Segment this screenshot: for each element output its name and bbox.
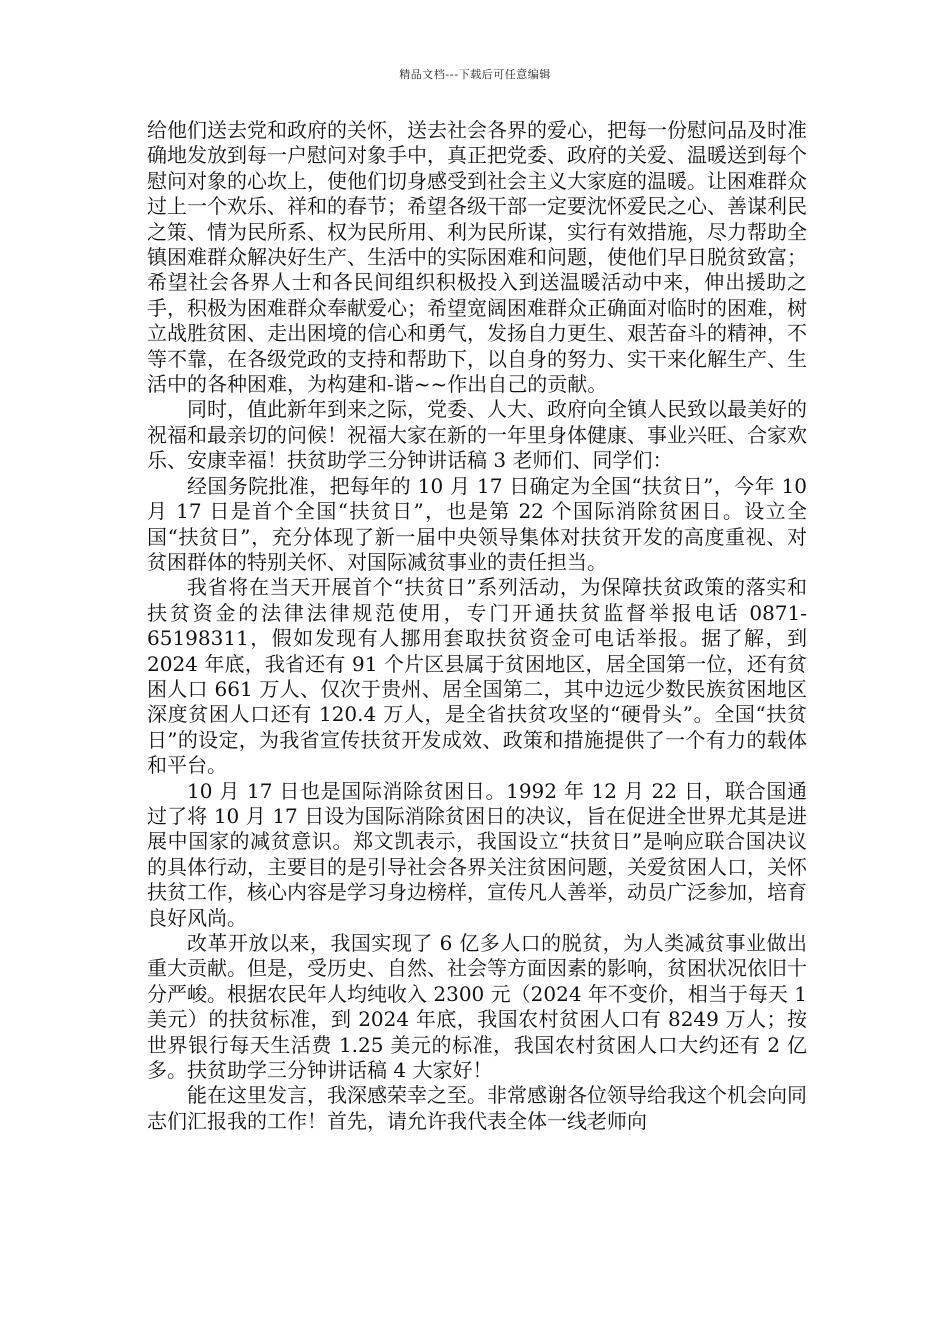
paragraph: 能在这里发言，我深感荣幸之至。非常感谢各位领导给我这个机会向同志们汇报我的工作！首先，请允许我代表全体一线老师向 <box>147 1083 807 1133</box>
paragraph: 10 月 17 日也是国际消除贫困日。1992 年 12 月 22 日，联合国通过了将 10 月 17 日设为国际消除贫困日的决议，旨在促进全世界尤其是进展中国家的减贫意识。郑文凯表示，我国设立“扶贫日”是响应联合国决议的具体行动，主要目的是引导社会各界关注贫困问题，关爱贫困人口，关怀扶贫工作，核心内容是学习身边榜样，宣传凡人善举，动员广泛参加，培育良好风尚。 <box>147 778 807 930</box>
paragraph: 给他们送去党和政府的关怀，送去社会各界的爱心，把每一份慰问品及时准确地发放到每一户慰问对象手中，真正把党委、政府的关爱、温暖送到每个慰问对象的心坎上，使他们切身感受到社会主义大家庭的温暖。让困难群众过上一个欢乐、祥和的春节；希望各级干部一定要沈怀爱民之心、善谋利民之策、情为民所系、权为民所用、利为民所谋，实行有效措施，尽力帮助全镇困难群众解决好生产、生活中的实际困难和问题，使他们早日脱贫致富；希望社会各界人士和各民间组织积极投入到送温暖活动中来，伸出援助之手，积极为困难群众奉献爱心；希望宽阔困难群众正确面对临时的困难，树立战胜贫困、走出困境的信心和勇气，发扬自力更生、艰苦奋斗的精神，不等不靠，在各级党政的支持和帮助下，以自身的努力、实干来化解生产、生活中的各种困难，为构建和-谐~~作出自己的贡献。 <box>147 118 807 397</box>
paragraph: 我省将在当天开展首个“扶贫日”系列活动，为保障扶贫政策的落实和扶贫资金的法律法律规范使用，专门开通扶贫监督举报电话 0871-65198311，假如发现有人挪用套取扶贫资金可电话举报。据了解，到 2024 年底，我省还有 91 个片区县属于贫困地区，居全国第一位，还有贫困人口 661 万人、仅次于贵州、居全国第二，其中边远少数民族贫困地区深度贫困人口还有 120.4 万人，是全省扶贫攻坚的“硬骨头”。全国“扶贫日”的设定，为我省宣传扶贫开发成效、政策和措施提供了一个有力的载体和平台。 <box>147 575 807 778</box>
paragraph: 经国务院批准，把每年的 10 月 17 日确定为全国“扶贫日”，今年 10 月 17 日是首个全国“扶贫日”，也是第 22 个国际消除贫困日。设立全国“扶贫日”，充分体现了新一届中央领导集体对扶贫开发的高度重视、对贫困群体的特别关怀、对国际减贫事业的责任担当。 <box>147 473 807 574</box>
paragraph: 改革开放以来，我国实现了 6 亿多人口的脱贫，为人类减贫事业做出重大贡献。但是，受历史、自然、社会等方面因素的影响，贫困状况依旧十分严峻。根据农民年人均纯收入 2300 元（2024 年不变价，相当于每天 1 美元）的扶贫标准，到 2024 年底，我国农村贫困人口有 8249 万人；按世界银行每天生活费 1.25 美元的标准，我国农村贫困人口大约还有 2 亿多。扶贫助学三分钟讲话稿 4 大家好！ <box>147 931 807 1083</box>
paragraph: 同时，值此新年到来之际，党委、人大、政府向全镇人民致以最美好的祝福和最亲切的问候！祝福大家在新的一年里身体健康、事业兴旺、合家欢乐、安康幸福！扶贫助学三分钟讲话稿 3 老师们、同学们： <box>147 397 807 473</box>
page-header: 精品文档---下载后可任意编辑 <box>399 68 551 81</box>
document-body <box>147 118 807 1134</box>
